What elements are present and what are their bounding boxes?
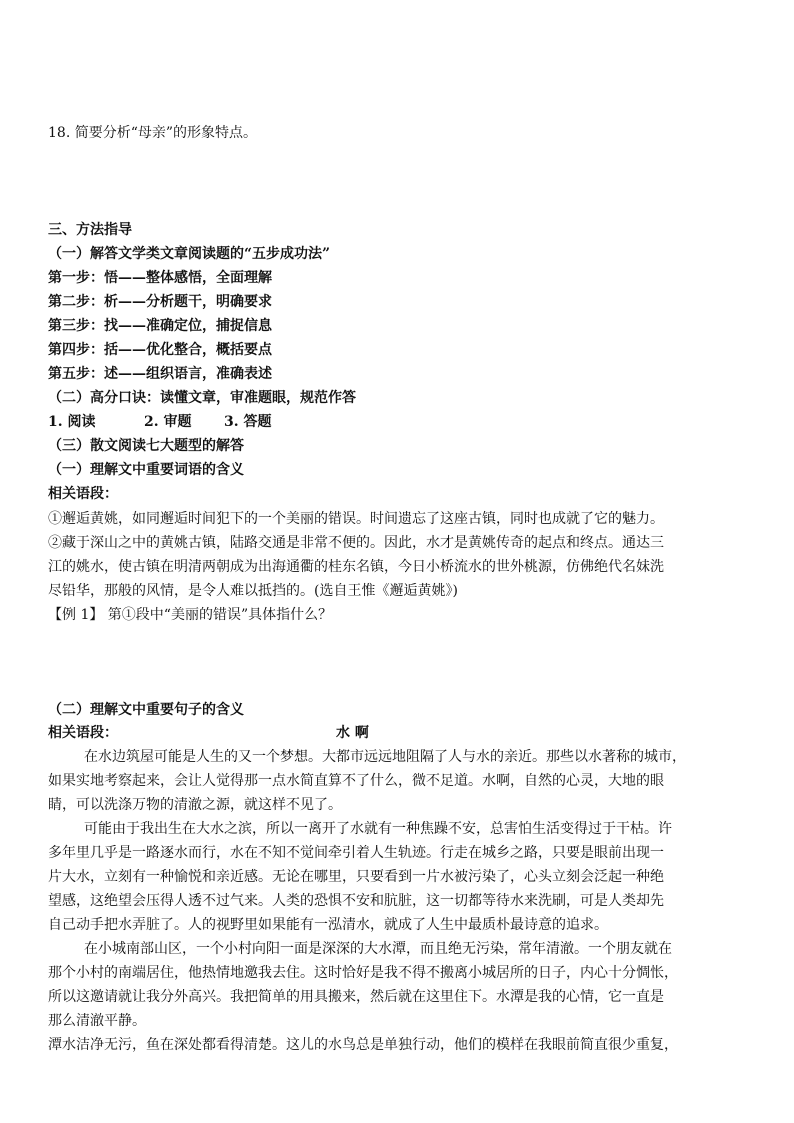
step-4: 第四步：括——优化整合，概括要点 bbox=[48, 342, 272, 358]
passage2-line: 多年里几乎是一路逐水而行，水在不知不觉间牵引着人生轨迹。行走在城乡之路，只要是眼前出现一 bbox=[48, 845, 664, 861]
subheading-five-steps: （一）解答文学类文章阅读题的“五步成功法” bbox=[48, 246, 331, 262]
step-3: 第三步：找——准确定位，捕捉信息 bbox=[48, 318, 272, 334]
passage2-line: 可能由于我出生在大水之滨，所以一离开了水就有一种焦躁不安，总害怕生活变得过于干枯。许 bbox=[84, 821, 672, 837]
passage2-line: 如果实地考察起来，会让人觉得那一点水简直算不了什么，微不足道。水啊，自然的心灵，大地的眼 bbox=[48, 773, 664, 789]
subheading-sentence-meaning: （二）理解文中重要句子的含义 bbox=[48, 702, 244, 718]
process-line bbox=[48, 412, 272, 432]
step-1: 第一步：悟——整体感悟，全面理解 bbox=[48, 270, 272, 286]
related-label-1: 相关语段： bbox=[48, 486, 118, 502]
process-review: 2. 审题 bbox=[144, 414, 192, 430]
passage1-line: 江的姚水，使古镇在明清两朝成为出海通衢的桂东名镇，今日小桥流水的世外桃源，仿佛绝代名妹洗 bbox=[48, 559, 664, 575]
passage2-line: 那个小村的南端居住，他热情地邀我去住。这时恰好是我不得不搬离小城居所的日子，内心十分惆怅， bbox=[48, 965, 678, 981]
essay-title: 水 啊 bbox=[336, 725, 369, 741]
passage1-line: ①邂逅黄姚，如同邂逅时间犯下的一个美丽的错误。时间遗忘了这座古镇，同时也成就了它的魅力。 bbox=[48, 511, 664, 527]
subheading-word-meaning: （一）理解文中重要词语的含义 bbox=[48, 462, 244, 478]
passage2-line: 所以这邀请就让我分外高兴。我把简单的用具搬来，然后就在这里住下。水潭是我的心情，它一直是 bbox=[48, 989, 664, 1005]
section-heading-method: 三、方法指导 bbox=[48, 222, 132, 238]
process-read: 1. 阅读 bbox=[48, 414, 96, 430]
passage2-line: 在水边筑屋可能是人生的又一个梦想。大都市远远地阻隔了人与水的亲近。那些以水著称的城市， bbox=[84, 749, 686, 765]
passage2-line: 片大水，立刻有一种愉悦和亲近感。无论在哪里，只要看到一片水被污染了，心头立刻会泛起一种绝 bbox=[48, 869, 664, 885]
example-1: 【例 1】 第①段中“美丽的错误”具体指什么？ bbox=[48, 607, 333, 623]
q18: 18. 简要分析“母亲”的形象特点。 bbox=[48, 125, 258, 141]
passage2-line: 那么清澈平静。 bbox=[48, 1013, 146, 1029]
subheading-formula: （二）高分口诀：读懂文章，审准题眼，规范作答 bbox=[48, 390, 356, 406]
passage2-line: 睛，可以洗涤万物的清澈之源，就这样不见了。 bbox=[48, 797, 342, 813]
passage1-line: 尽铅华，那般的风情，是令人难以抵挡的。(选自王惟《邂逅黄姚》) bbox=[48, 583, 458, 599]
related-label-2: 相关语段： bbox=[48, 725, 118, 741]
passage2-line: 潭水洁净无污，鱼在深处都看得清楚。这儿的水鸟总是单独行动，他们的模样在我眼前简直很少重复， bbox=[48, 1037, 678, 1053]
passage2-line: 在小城南部山区，一个小村向阳一面是深深的大水潭，而且绝无污染，常年清澈。一个朋友就在 bbox=[84, 941, 672, 957]
passage2-line: 望感，这绝望会压得人透不过气来。人类的恐惧不安和肮脏，这一切都等待水来洗刷，可是人类却先 bbox=[48, 893, 664, 909]
process-answer: 3. 答题 bbox=[224, 414, 272, 430]
passage1-line: ②藏于深山之中的黄姚古镇，陆路交通是非常不便的。因此，水才是黄姚传奇的起点和终点。通达三 bbox=[48, 535, 664, 551]
step-5: 第五步：述——组织语言，准确表述 bbox=[48, 366, 272, 382]
step-2: 第二步：析——分析题干，明确要求 bbox=[48, 294, 272, 310]
passage2-line: 自己动手把水弄脏了。人的视野里如果能有一泓清水，就成了人生中最质朴最诗意的追求。 bbox=[48, 917, 608, 933]
subheading-seven-types: （三）散文阅读七大题型的解答 bbox=[48, 438, 244, 454]
